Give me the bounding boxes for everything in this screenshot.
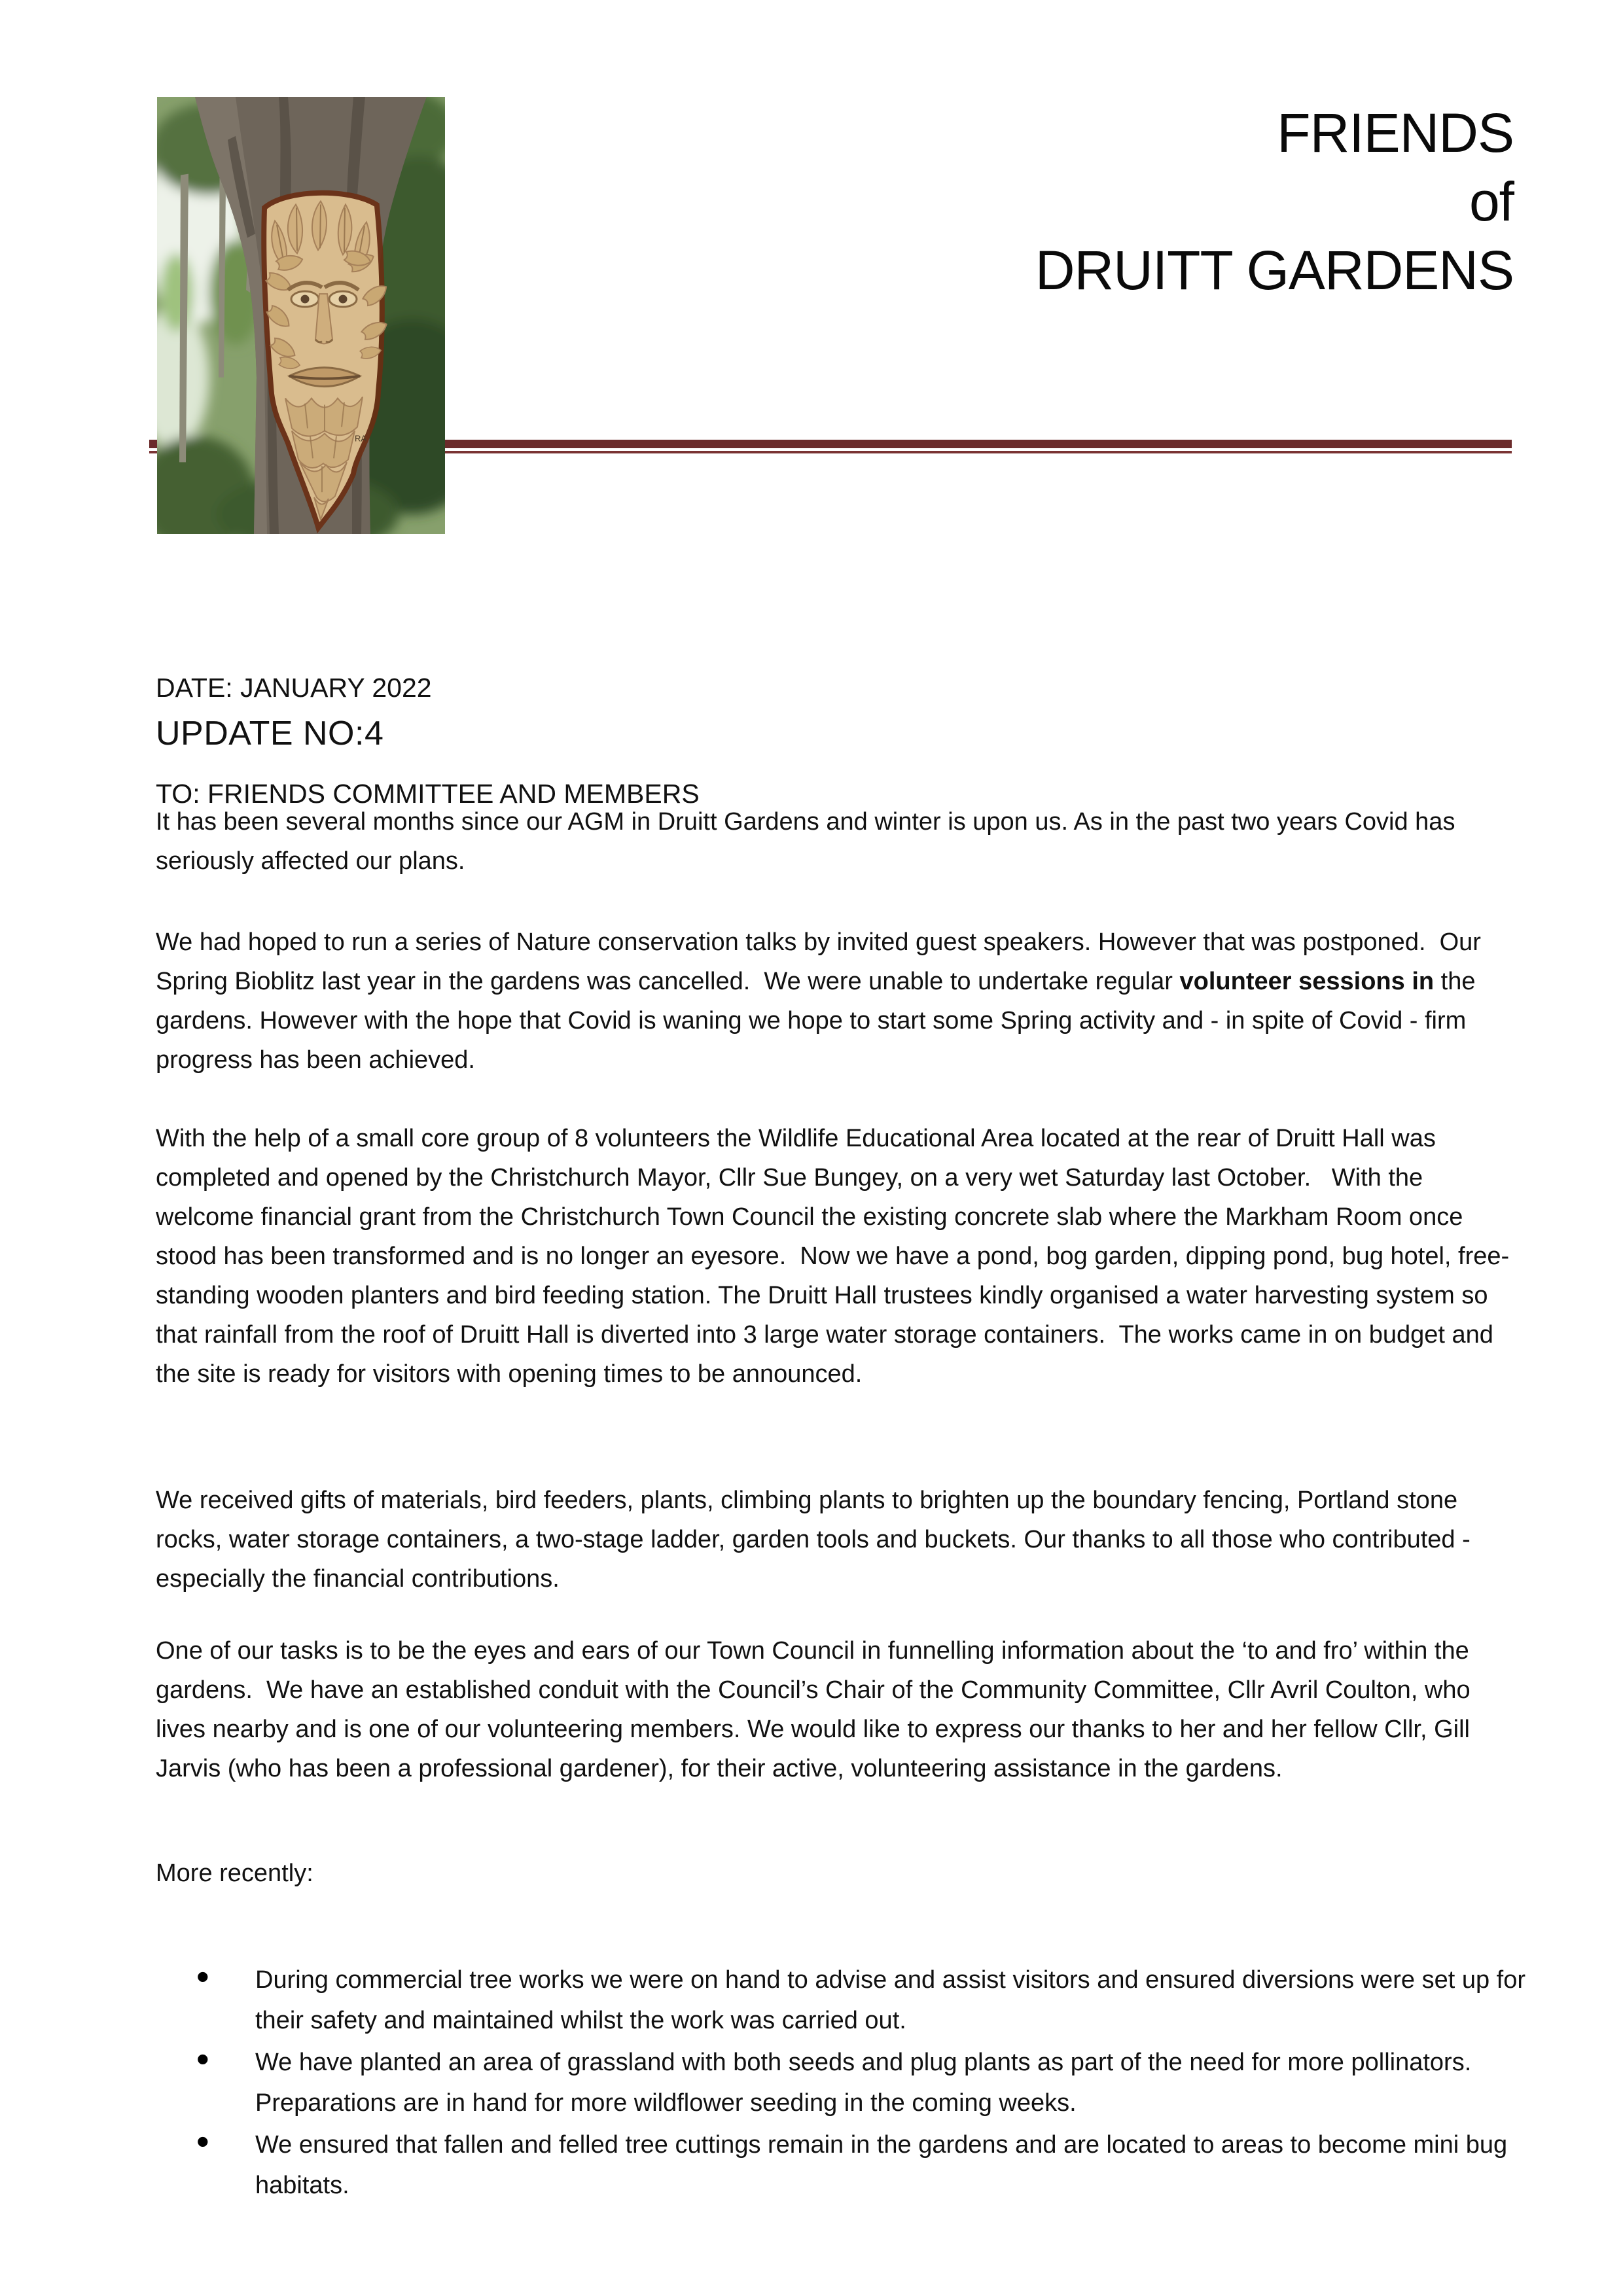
green-man-carving-illustration [157,97,445,534]
paragraph-gifts: We received gifts of materials, bird feeders, plants, climbing plants to brighten up the boundary fencing, Portland stone rocks, water storage containers, a two-stage ladder, garden tools and buckets. Our thanks to all those who contributed - especially the financial contributions. [156,1487,1478,1593]
paragraph-plans-bold: volunteer sessions in [1179,968,1435,995]
list-item-text: We have planted an area of grassland with both seeds and plug plants as part of the need for more pollinators. Preparations are in hand for more wildflower seeding in the coming weeks. [255,2049,1486,2117]
carving-signature: RA [355,433,367,444]
org-title-line-2: of [1469,171,1514,232]
list-item [156,2038,1538,2123]
to-line: TO: FRIENDS COMMITTEE AND MEMBERS [156,779,700,809]
paragraph-intro: It has been several months since our AGM in Druitt Gardens and winter is upon us. As in the past two years Covid has seriously affected our plans. [156,808,1463,875]
paragraph-plans-pre: We had hoped to run a series of Nature conservation talks by invited guest speakers. However that was postponed. Our Spring Bioblitz last year in the gardens was cancelled. We were unable to undertake regular [156,928,1488,995]
paragraph-council: One of our tasks is to be the eyes and ears of our Town Council in funnelling information about the ‘to and fro’ within the gardens. We have an established conduit with the Council’s Chair of the Community Committee, Cllr Avril Coulton, who lives nearby and is one of our volunteering members. We would like to express our thanks to her and her fellow Cllr, Gill Jarvis (who has been a professional gardener), for their active, volunteering assistance in the gardens. [156,1637,1478,1782]
org-title-line-1: FRIENDS [1277,102,1514,164]
date-line: DATE: JANUARY 2022 [156,673,432,703]
bullet-icon: • [196,2038,209,2079]
paragraph-plans-post: the gardens. However with the hope that Covid is waning we hope to start some Spring activity and - in spite of Covid - firm progress has been achieved. [156,968,1483,1074]
update-heading: UPDATE NO:4 [156,715,384,752]
green-man-carving-photo [157,97,445,534]
list-item-text: During commercial tree works we were on hand to advise and assist visitors and ensured diversions were set up for their safety and maintained whilst the work was carried out. [255,1966,1533,2034]
list-item-text: We ensured that fallen and felled tree cuttings remain in the gardens and are located to areas to become mini bug habitats. [255,2131,1514,2199]
org-title [1035,99,1514,305]
list-item [156,2121,1538,2206]
bullet-icon: • [196,1956,209,1997]
bullet-icon: • [196,2121,209,2162]
org-title-line-3: DRUITT GARDENS [1035,239,1514,301]
more-recently-label: More recently: [156,1860,313,1887]
recent-activity-list [156,1956,1538,2207]
paragraph-wildlife-area: With the help of a small core group of 8 volunteers the Wildlife Educational Area located at the rear of Druitt Hall was completed and opened by the Christchurch Mayor, Cllr Sue Bungey, on a very wet Saturday last October. With the welcome financial grant from the Christchurch Town Council the existing concrete slab where the Markham Room once stood has been transformed and is no longer an eyesore. Now we have a pond, bog garden, dipping pond, bug hotel, free-standing wooden planters and bird feeding station. The Druitt Hall trustees kindly organised a water harvesting system so that rainfall from the roof of Druitt Hall is diverted into 3 large water storage containers. The works came in on budget and the site is ready for visitors with opening times to be announced. [156,1125,1510,1388]
list-item [156,1956,1538,2041]
paragraph-plans [156,923,1516,1080]
